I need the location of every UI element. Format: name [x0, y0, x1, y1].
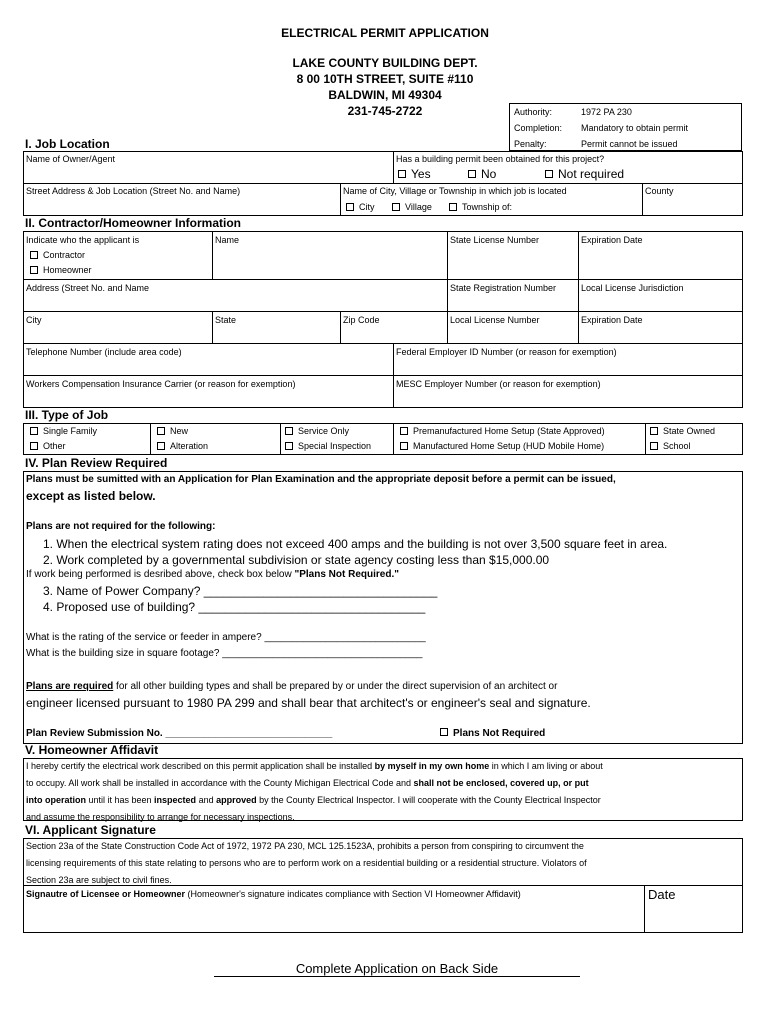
other-option[interactable]: Other: [30, 442, 66, 451]
penalty-label: Penalty:: [514, 139, 547, 149]
homeowner-option[interactable]: Homeowner: [30, 266, 92, 275]
contractor-checkbox[interactable]: [30, 251, 38, 259]
plans-required-line-2: engineer licensed pursuant to 1980 PA 299 and shall bear that architect's or engineer's seal and signature.: [26, 696, 591, 710]
plan-intro-line-1: Plans must be sumitted with an Application for Plan Examination and the appropriate deposit before a permit can be issued,: [26, 474, 616, 485]
state-registration-label: State Registration Number: [450, 283, 557, 293]
local-license-label: Local License Number: [450, 315, 540, 325]
village-checkbox[interactable]: [392, 203, 400, 211]
address-field[interactable]: [27, 295, 443, 309]
new-checkbox[interactable]: [157, 427, 165, 435]
permit-no-checkbox[interactable]: [468, 170, 476, 178]
permit-not-required-option[interactable]: Not required: [545, 168, 624, 180]
zip-code-field[interactable]: [344, 327, 444, 341]
name-field[interactable]: [216, 248, 444, 276]
owner-name-label: Name of Owner/Agent: [26, 154, 116, 164]
street-address-label: Street Address & Job Location (Street No. and Name): [26, 186, 241, 196]
state-license-field[interactable]: [451, 248, 575, 276]
address-label: Address (Street No. and Name: [26, 283, 150, 293]
section-3-box: [23, 423, 743, 455]
telephone-label: Telephone Number (include area code): [26, 347, 182, 357]
form-title: ELECTRICAL PERMIT APPLICATION: [281, 26, 489, 40]
city-label: City: [26, 315, 42, 325]
new-option[interactable]: New: [157, 427, 188, 436]
permit-not-required-checkbox[interactable]: [545, 170, 553, 178]
owner-name-field[interactable]: [27, 165, 387, 181]
school-option[interactable]: School: [650, 442, 691, 451]
manufactured-option[interactable]: Manufactured Home Setup (HUD Mobile Home): [400, 442, 604, 451]
power-company-question[interactable]: 3. Name of Power Company? ___________________________________: [43, 584, 438, 598]
homeowner-checkbox[interactable]: [30, 266, 38, 274]
state-registration-field[interactable]: [451, 295, 575, 309]
township-checkbox[interactable]: [449, 203, 457, 211]
alteration-checkbox[interactable]: [157, 442, 165, 450]
local-jurisdiction-label: Local License Jurisdiction: [581, 283, 684, 293]
dept-name: LAKE COUNTY BUILDING DEPT.: [292, 56, 478, 70]
completion-label: Completion:: [514, 123, 563, 133]
permit-yes-option[interactable]: Yes: [398, 168, 431, 180]
township-option[interactable]: Township of:: [449, 203, 512, 212]
authority-value: 1972 PA 230: [581, 107, 632, 117]
expiration-date-field-2[interactable]: [582, 327, 740, 341]
signature-label: Signautre of Licensee or Homeowner (Homeowner's signature indicates compliance with Section VI Homeowner Affidavit): [26, 889, 521, 899]
section-3-title: III. Type of Job: [25, 408, 109, 422]
local-jurisdiction-field[interactable]: [582, 295, 740, 309]
special-inspection-checkbox[interactable]: [285, 442, 293, 450]
telephone-field[interactable]: [27, 359, 389, 373]
section-6-title: VI. Applicant Signature: [25, 823, 156, 837]
zip-code-label: Zip Code: [343, 315, 380, 325]
check-box-instruction: If work being performed is desribed above, check box below "Plans Not Required.": [26, 569, 399, 580]
service-rating-question[interactable]: What is the rating of the service or feeder in ampere? _____________________________: [26, 632, 426, 643]
applicant-type-label: Indicate who the applicant is: [26, 235, 140, 245]
permit-question: Has a building permit been obtained for this project?: [396, 154, 605, 164]
service-only-checkbox[interactable]: [285, 427, 293, 435]
expiration-date-label-2: Expiration Date: [581, 315, 643, 325]
premanufactured-option[interactable]: Premanufactured Home Setup (State Approved): [400, 427, 605, 436]
county-field[interactable]: [645, 198, 739, 214]
other-checkbox[interactable]: [30, 442, 38, 450]
mesc-field[interactable]: [397, 391, 739, 405]
city-field[interactable]: [27, 327, 209, 341]
manufactured-checkbox[interactable]: [400, 442, 408, 450]
state-owned-option[interactable]: State Owned: [650, 427, 715, 436]
single-family-checkbox[interactable]: [30, 427, 38, 435]
proposed-use-question[interactable]: 4. Proposed use of building? __________________________________: [43, 600, 426, 614]
date-label: Date: [648, 887, 676, 902]
exemption-item-1: 1. When the electrical system rating does not exceed 400 amps and the building is not over 3,500 square feet in area.: [43, 537, 668, 551]
municipality-label: Name of City, Village or Township in which job is located: [343, 186, 567, 196]
permit-yes-checkbox[interactable]: [398, 170, 406, 178]
completion-value: Mandatory to obtain permit: [581, 123, 689, 133]
local-license-field[interactable]: [451, 327, 575, 341]
exemption-item-2: 2. Work completed by a governmental subdivision or state agency costing less than $15,000.00: [43, 553, 550, 567]
section-5-title: V. Homeowner Affidavit: [25, 743, 159, 757]
county-label: County: [645, 186, 674, 196]
state-license-label: State License Number: [450, 235, 540, 245]
penalty-value: Permit cannot be issued: [581, 139, 678, 149]
plans-not-required-heading: Plans are not required for the following:: [26, 521, 216, 532]
street-address-field[interactable]: [27, 198, 337, 214]
date-field[interactable]: [648, 904, 740, 930]
city-option[interactable]: City: [346, 203, 375, 212]
expiration-date-field-1[interactable]: [582, 248, 740, 276]
federal-id-field[interactable]: [397, 359, 739, 373]
plan-intro-line-2: except as listed below.: [26, 489, 156, 503]
state-owned-checkbox[interactable]: [650, 427, 658, 435]
signature-field[interactable]: [27, 902, 639, 930]
dept-phone: 231-745-2722: [347, 104, 423, 118]
authority-label: Authority:: [514, 107, 553, 117]
service-only-option[interactable]: Service Only: [285, 427, 349, 436]
city-checkbox[interactable]: [346, 203, 354, 211]
workers-comp-label: Workers Compensation Insurance Carrier (or reason for exemption): [26, 379, 296, 389]
dept-street: 8 00 10TH STREET, SUITE #110: [296, 72, 474, 86]
school-checkbox[interactable]: [650, 442, 658, 450]
name-label: Name: [215, 235, 240, 245]
contractor-option[interactable]: Contractor: [30, 251, 85, 260]
expiration-date-label-1: Expiration Date: [581, 235, 643, 245]
plans-required-line-1: Plans are required for all other building types and shall be prepared by or under the direct supervision of an architect or: [26, 681, 558, 692]
footer-note: Complete Application on Back Side: [295, 961, 499, 976]
state-label: State: [215, 315, 237, 325]
plans-not-required-checkbox[interactable]: [440, 728, 448, 736]
homeowner-affidavit-text: I hereby certify the electrical work described on this permit application shall be installed by myself in my own home in which I am living or about to occupy. All work shall be installed in accordance with the County Michigan Electrical Code and shall not be enclosed, covered up, or put into operation until it has been inspected and approved by the County Electrical Inspector. I will cooperate with the County Electrical Inspector and assume the responsibility to arrange for necessary inspections.: [26, 761, 603, 822]
building-size-question[interactable]: What is the building size in square footage? ____________________________________: [26, 648, 423, 659]
section-4-title: IV. Plan Review Required: [25, 456, 168, 470]
section-1-title: I. Job Location: [25, 137, 110, 151]
workers-comp-field[interactable]: [27, 391, 389, 405]
plans-not-required-option[interactable]: Plans Not Required: [440, 729, 545, 739]
village-option[interactable]: Village: [392, 203, 432, 212]
dept-city: BALDWIN, MI 49304: [328, 88, 442, 102]
plan-review-submission[interactable]: Plan Review Submission No. ______________________________: [26, 728, 333, 739]
footer-underline: [214, 976, 580, 977]
applicant-signature-text: Section 23a of the State Construction Code Act of 1972, 1972 PA 230, MCL 125.1523A, prohibits a person from conspiring to circumvent the licensing requirements of this state relating to persons who are to perform work on a residential building or a residential structure. Violators of Section 23a are subject to civil fines.: [26, 841, 587, 885]
special-inspection-option[interactable]: Special Inspection: [285, 442, 371, 451]
section-2-title: II. Contractor/Homeowner Information: [25, 216, 242, 230]
state-field[interactable]: [216, 327, 336, 341]
permit-no-option[interactable]: No: [468, 168, 496, 180]
mesc-label: MESC Employer Number (or reason for exemption): [396, 379, 601, 389]
alteration-option[interactable]: Alteration: [157, 442, 208, 451]
federal-id-label: Federal Employer ID Number (or reason for exemption): [396, 347, 617, 357]
single-family-option[interactable]: Single Family: [30, 427, 97, 436]
premanufactured-checkbox[interactable]: [400, 427, 408, 435]
